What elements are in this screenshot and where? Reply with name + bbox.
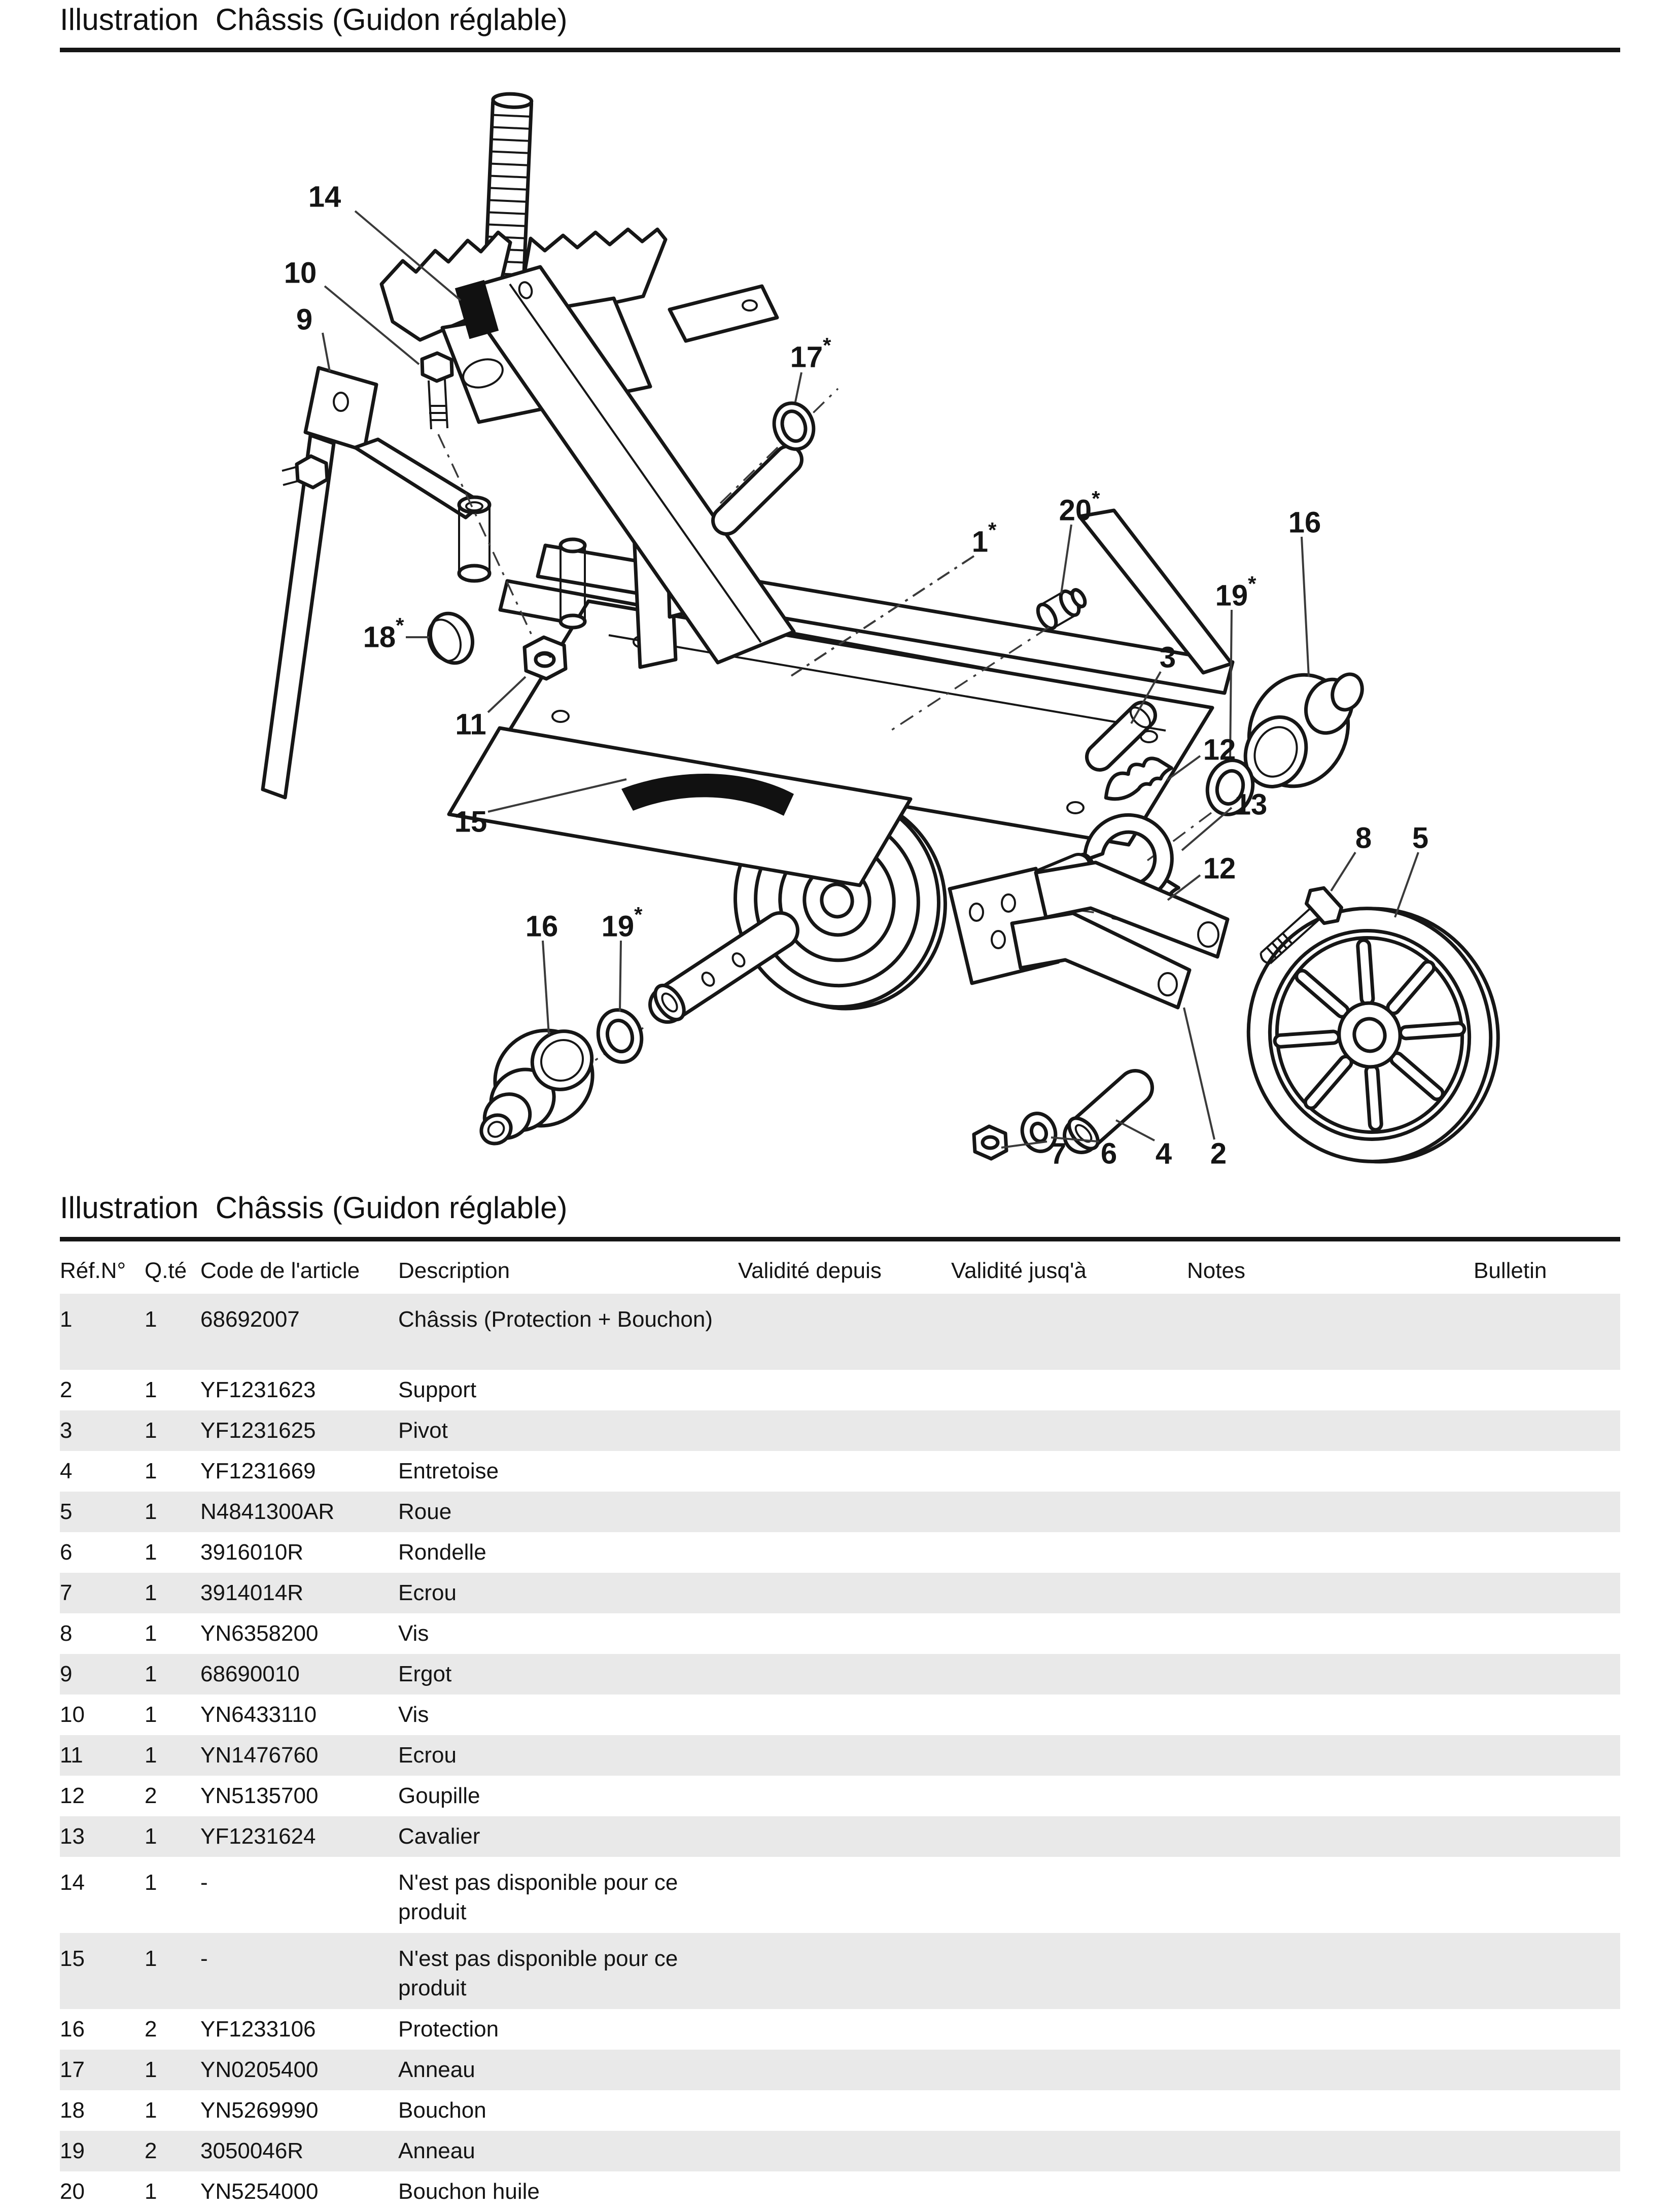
cell-code: YN5135700 xyxy=(200,1783,319,1808)
col-header-desc: Description xyxy=(398,1258,510,1283)
cell-code: YF1233106 xyxy=(200,2017,316,2042)
leader-line-16 xyxy=(1302,537,1309,677)
cell-desc: Goupille xyxy=(398,1783,480,1808)
leader-line-2 xyxy=(1184,1008,1214,1139)
leader-line-17 xyxy=(795,372,801,402)
cell-desc: N'est pas disponible pour ce produit xyxy=(398,1946,678,2000)
callout-19-star: 19* xyxy=(1215,571,1256,612)
cell-ref: 1 xyxy=(60,1307,73,1332)
table-row-4 xyxy=(60,1451,1620,1492)
ecrou-nut-7 xyxy=(974,1126,1006,1159)
table-row-14 xyxy=(60,1857,1620,1933)
cell-code: YF1231623 xyxy=(200,1377,316,1402)
leader-line-11 xyxy=(488,677,526,712)
table-row-20 xyxy=(60,2171,1620,2212)
table-row-10 xyxy=(60,1695,1620,1735)
cell-code: YF1231625 xyxy=(200,1418,316,1443)
leader-line-20 xyxy=(1061,525,1071,594)
callout-2: 2 xyxy=(1210,1137,1227,1170)
table-row-1 xyxy=(60,1294,1620,1370)
title-rule xyxy=(60,48,1620,52)
cell-ref: 5 xyxy=(60,1499,73,1524)
cell-code: 68690010 xyxy=(200,1662,300,1686)
cell-qty: 1 xyxy=(145,1540,157,1565)
cell-ref: 14 xyxy=(60,1870,85,1895)
leader-line-19 xyxy=(620,941,621,1012)
cell-ref: 10 xyxy=(60,1702,85,1727)
callout-14: 14 xyxy=(308,180,341,214)
table-section-title: Illustration Châssis (Guidon réglable) xyxy=(60,1191,568,1225)
cell-code: - xyxy=(200,1946,208,1971)
callout-3: 3 xyxy=(1159,641,1176,674)
leader-line-8 xyxy=(1331,852,1355,891)
callout-10: 10 xyxy=(284,256,317,290)
cell-desc: Vis xyxy=(398,1621,429,1646)
cell-desc: Châssis (Protection + Bouchon) xyxy=(398,1307,713,1332)
side-bolt xyxy=(297,456,327,488)
cell-desc: Pivot xyxy=(398,1418,448,1443)
cell-desc: Bouchon xyxy=(398,2098,486,2123)
table-row-7 xyxy=(60,1573,1620,1613)
cell-desc: Protection xyxy=(398,2017,499,2042)
handlebar-arm xyxy=(670,286,777,341)
cell-qty: 1 xyxy=(145,2098,157,2123)
entretoise-spacer xyxy=(1064,1088,1135,1154)
cell-code: YN6358200 xyxy=(200,1621,319,1646)
leader-line-4 xyxy=(1116,1120,1155,1140)
cell-desc: Entretoise xyxy=(398,1459,499,1483)
table-row-19 xyxy=(60,2131,1620,2171)
callout-9: 9 xyxy=(296,303,313,336)
callout-11: 11 xyxy=(455,708,486,741)
table-row-12 xyxy=(60,1776,1620,1816)
callout-12: 12 xyxy=(1203,733,1236,767)
callout-16: 16 xyxy=(525,910,558,943)
cell-ref: 8 xyxy=(60,1621,73,1646)
cell-code: YN5269990 xyxy=(200,2098,319,2123)
callout-8: 8 xyxy=(1355,821,1372,855)
table-row-13 xyxy=(60,1816,1620,1857)
col-header-notes: Notes xyxy=(1187,1258,1245,1283)
cell-ref: 13 xyxy=(60,1824,85,1849)
cell-code: 3050046R xyxy=(200,2138,304,2163)
cell-code: 3916010R xyxy=(200,1540,304,1565)
cell-qty: 1 xyxy=(145,2179,157,2204)
col-header-code: Code de l'article xyxy=(200,1258,360,1283)
callout-6: 6 xyxy=(1100,1137,1117,1170)
cell-qty: 1 xyxy=(145,1307,157,1332)
cell-qty: 2 xyxy=(145,2017,157,2042)
leader-line-5 xyxy=(1395,852,1418,917)
cell-desc: Ergot xyxy=(398,1662,452,1686)
cell-qty: 1 xyxy=(145,1743,157,1768)
cell-qty: 1 xyxy=(145,1418,157,1443)
leader-line-16 xyxy=(543,941,549,1035)
cell-qty: 1 xyxy=(145,1870,157,1895)
ecrou-nut-11 xyxy=(525,637,566,679)
callout-19-star: 19* xyxy=(601,902,643,943)
cell-code: - xyxy=(200,1870,208,1895)
cell-code: YN5254000 xyxy=(200,2179,319,2204)
table-row-11 xyxy=(60,1735,1620,1776)
protection-bell-left xyxy=(476,1011,611,1149)
cell-code: N4841300AR xyxy=(200,1499,335,1524)
cell-qty: 1 xyxy=(145,1499,157,1524)
cell-code: YF1231669 xyxy=(200,1459,316,1483)
callout-7: 7 xyxy=(1050,1137,1067,1170)
cell-code: 68692007 xyxy=(200,1307,300,1332)
cell-desc: Bouchon huile xyxy=(398,2179,540,2204)
callout-17-star: 17* xyxy=(790,333,831,374)
callout-20-star: 20* xyxy=(1059,486,1100,527)
col-header-ref: Réf.N° xyxy=(60,1258,126,1283)
cell-code: 3914014R xyxy=(200,1580,304,1605)
cell-desc: Rondelle xyxy=(398,1540,486,1565)
callout-4: 4 xyxy=(1155,1137,1172,1170)
table-row-2 xyxy=(60,1370,1620,1410)
cell-ref: 12 xyxy=(60,1783,85,1808)
table-row-15 xyxy=(60,1933,1620,2009)
page-title: Illustration Châssis (Guidon réglable) xyxy=(60,3,568,37)
cell-ref: 9 xyxy=(60,1662,73,1686)
col-header-qty: Q.té xyxy=(145,1258,187,1283)
col-header-to: Validité jusq'à xyxy=(951,1258,1087,1283)
cell-ref: 18 xyxy=(60,2098,85,2123)
cell-ref: 15 xyxy=(60,1946,85,1971)
cell-qty: 1 xyxy=(145,1580,157,1605)
cell-desc: N'est pas disponible pour ce produit xyxy=(398,1870,678,1924)
cell-ref: 17 xyxy=(60,2057,85,2082)
anneau-ring-19-left xyxy=(592,1005,647,1067)
cell-qty: 1 xyxy=(145,1377,157,1402)
cell-ref: 7 xyxy=(60,1580,73,1605)
cell-qty: 1 xyxy=(145,1662,157,1686)
leader-line-13 xyxy=(1182,808,1232,850)
table-row-17 xyxy=(60,2050,1620,2090)
table-title-rule xyxy=(60,1237,1620,1241)
cell-ref: 16 xyxy=(60,2017,85,2042)
callout-1-star: 1* xyxy=(971,517,997,559)
cell-desc: Roue xyxy=(398,1499,452,1524)
cell-desc: Vis xyxy=(398,1702,429,1727)
table-row-5 xyxy=(60,1492,1620,1532)
callout-5: 5 xyxy=(1412,821,1429,855)
table-row-16 xyxy=(60,2009,1620,2050)
col-header-bulletin: Bulletin xyxy=(1474,1258,1547,1283)
exploded-parts-diagram xyxy=(0,71,1677,1187)
table-row-6 xyxy=(60,1532,1620,1573)
table-header-row xyxy=(60,1248,1620,1294)
callout-15: 15 xyxy=(454,805,487,839)
cell-desc: Ecrou xyxy=(398,1743,457,1768)
table-row-9 xyxy=(60,1654,1620,1695)
support-bracket xyxy=(950,862,1228,1008)
cell-qty: 1 xyxy=(145,1702,157,1727)
cell-code: YN6433110 xyxy=(200,1702,317,1727)
cell-desc: Anneau xyxy=(398,2057,475,2082)
cell-ref: 4 xyxy=(60,1459,73,1483)
cell-qty: 2 xyxy=(145,1783,157,1808)
cell-desc: Support xyxy=(398,1377,477,1402)
table-row-3 xyxy=(60,1410,1620,1451)
cell-ref: 2 xyxy=(60,1377,73,1402)
anneau-ring-17 xyxy=(720,389,838,521)
cell-ref: 20 xyxy=(60,2179,85,2204)
parts-table xyxy=(60,1248,1620,2212)
bouchon-cap-18 xyxy=(422,607,479,670)
cell-qty: 2 xyxy=(145,2138,157,2163)
cell-desc: Anneau xyxy=(398,2138,475,2163)
table-row-18 xyxy=(60,2090,1620,2131)
cell-desc: Ecrou xyxy=(398,1580,457,1605)
table-row-8 xyxy=(60,1613,1620,1654)
cell-qty: 1 xyxy=(145,2057,157,2082)
cell-qty: 1 xyxy=(145,1459,157,1483)
wheel xyxy=(1222,881,1525,1187)
cell-code: YF1231624 xyxy=(200,1824,316,1849)
cell-qty: 1 xyxy=(145,1946,157,1971)
callout-16: 16 xyxy=(1288,506,1321,539)
cell-code: YN1476760 xyxy=(200,1743,319,1768)
cell-desc: Cavalier xyxy=(398,1824,480,1849)
cell-ref: 11 xyxy=(60,1743,83,1768)
col-header-from: Validité depuis xyxy=(738,1258,882,1283)
callout-12: 12 xyxy=(1203,852,1236,885)
cell-qty: 1 xyxy=(145,1621,157,1646)
leader-line-9 xyxy=(323,333,330,371)
cell-ref: 19 xyxy=(60,2138,85,2163)
callout-13: 13 xyxy=(1234,788,1268,821)
callout-18-star: 18* xyxy=(363,613,404,654)
cell-ref: 3 xyxy=(60,1418,73,1443)
cell-ref: 6 xyxy=(60,1540,73,1565)
lever-bar xyxy=(263,435,334,798)
cell-code: YN0205400 xyxy=(200,2057,319,2082)
cell-qty: 1 xyxy=(145,1824,157,1849)
